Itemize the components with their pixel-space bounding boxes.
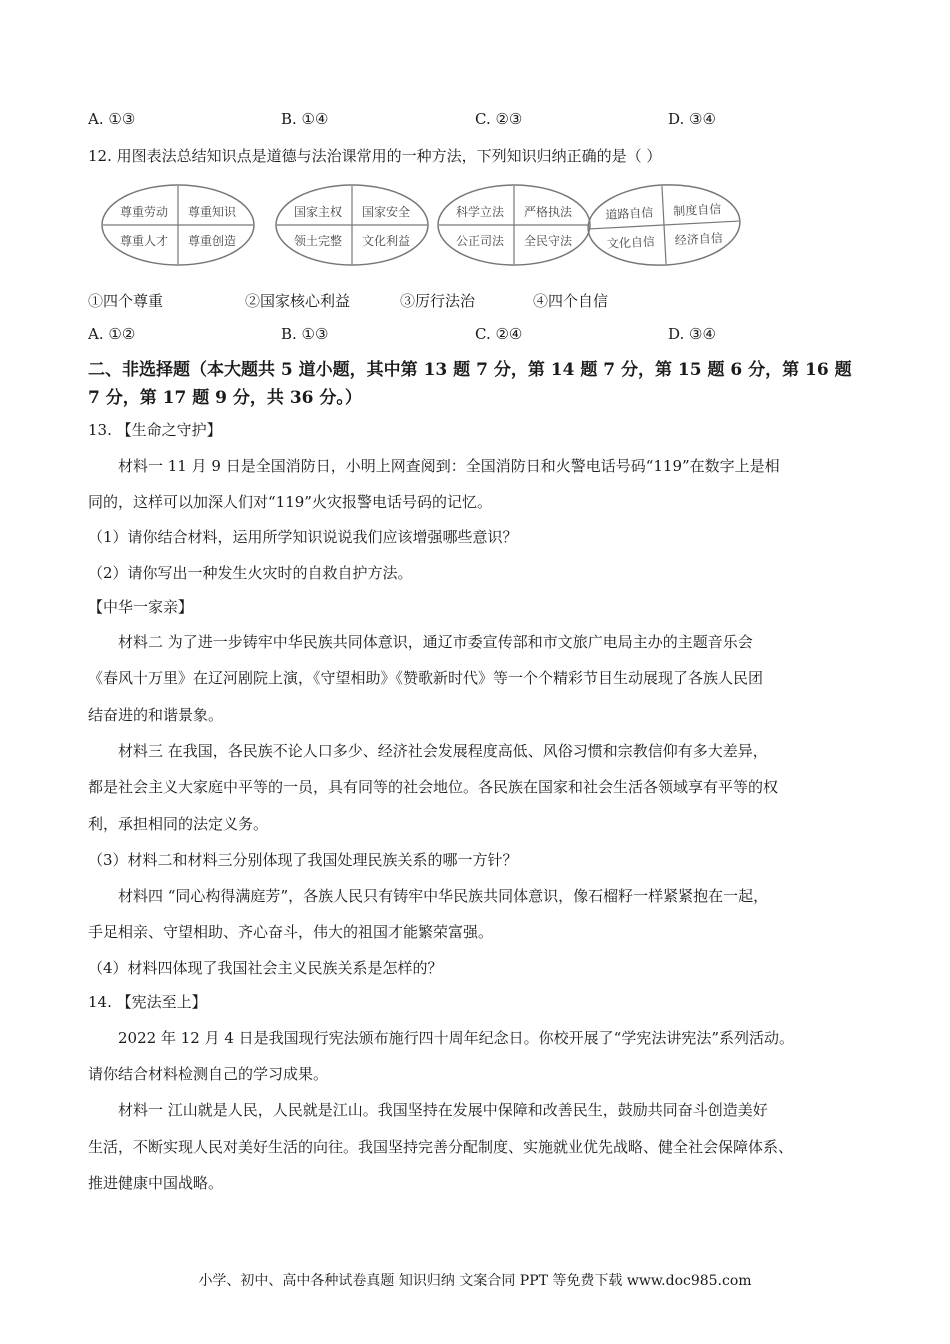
q11-options: [88, 110, 848, 130]
section-heading: 二、非选择题（本大题共 5 道小题，其中第 13 题 7 分，第 14 题 7 分，第 15 题 6 分，第 16 题: [88, 360, 852, 380]
q12-stem: 12. 用图表法总结知识点是道德与法治课常用的一种方法，下列知识归纳正确的是（ ）: [88, 147, 662, 165]
material-text: 结奋进的和谐景象。: [88, 706, 224, 724]
oval-cell: 尊重创造: [187, 234, 237, 248]
option-a: A. ①③: [88, 110, 136, 128]
oval-cell: 严格执法: [523, 205, 573, 219]
oval-cell: 领土完整: [293, 234, 343, 248]
material-text: 生活，不断实现人民对美好生活的向往。我国坚持完善分配制度、实施就业优先战略、健全社会保障体系、: [88, 1138, 794, 1156]
material-text: 都是社会主义大家庭中平等的一员，具有同等的社会地位。各民族在国家和社会生活各领域享有平等的权: [88, 778, 779, 796]
subsection-title: 【中华一家亲】: [88, 598, 194, 616]
material-text: 手足相亲、守望相助、齐心奋斗，伟大的祖国才能繁荣富强。: [88, 923, 494, 941]
label-4: ④四个自信: [533, 292, 609, 310]
material-text: 材料四 “同心构得满庭芳”，各族人民只有铸牢中华民族共同体意识，像石榴籽一样紧紧抱在一起，: [118, 887, 769, 905]
material-text: 材料二 为了进一步铸牢中华民族共同体意识，通辽市委宣传部和市文旅广电局主办的主题音乐会: [118, 633, 753, 651]
oval-cell: 文化自信: [606, 234, 656, 252]
option-c: C. ②④: [475, 325, 523, 343]
option-d: D. ③④: [668, 110, 716, 128]
material-text: 推进健康中国战略。: [88, 1174, 224, 1192]
oval-national-interests: [276, 185, 428, 265]
page-footer: 小学、初中、高中各种试卷真题 知识归纳 文案合同 PPT 等免费下载 www.doc985.com: [198, 1273, 752, 1289]
oval-cell: 公正司法: [455, 234, 505, 248]
question-text: （3）材料二和材料三分别体现了我国处理民族关系的哪一方针？: [88, 851, 518, 869]
material-text: 材料一 11 月 9 日是全国消防日，小明上网查阅到：全国消防日和火警电话号码“119”在数字上是相: [118, 457, 780, 475]
question-text: （2）请你写出一种发生火灾时的自救自护方法。: [88, 564, 413, 582]
oval-four-confidences: [586, 183, 742, 269]
material-text: 同的，这样可以加深人们对“119”火灾报警电话号码的记忆。: [88, 493, 492, 511]
oval-cell: 国家主权: [293, 205, 343, 219]
q12-oval-diagram: [100, 183, 780, 273]
oval-cell: 尊重人才: [119, 234, 169, 248]
oval-cell: 尊重劳动: [119, 205, 169, 219]
option-c: C. ②③: [475, 110, 523, 128]
question-text: （1）请你结合材料，运用所学知识说说我们应该增强哪些意识？: [88, 528, 518, 546]
oval-cell: 全民守法: [523, 234, 573, 248]
oval-cell: 国家安全: [361, 205, 411, 219]
material-text: 材料一 江山就是人民，人民就是江山。我国坚持在发展中保障和改善民生，鼓励共同奋斗创造美好: [118, 1101, 768, 1119]
q12-labels: [88, 290, 848, 310]
material-text: 材料三 在我国，各民族不论人口多少、经济社会发展程度高低、风俗习惯和宗教信仰有多大差异，: [118, 742, 768, 760]
q14-title: 14. 【宪法至上】: [88, 993, 207, 1011]
q12-options: [88, 325, 848, 345]
oval-cell: 道路自信: [605, 205, 654, 223]
option-b: B. ①④: [281, 110, 329, 128]
option-a: A. ①②: [88, 325, 136, 343]
material-text: 《春风十万里》在辽河剧院上演，《守望相助》《赞歌新时代》等一个个精彩节目生动展现了各族人民团: [88, 669, 764, 687]
material-text: 请你结合材料检测自己的学习成果。: [88, 1065, 329, 1083]
label-2: ②国家核心利益: [245, 292, 351, 310]
option-b: B. ①③: [281, 325, 329, 343]
material-text: 利，承担相同的法定义务。: [88, 815, 269, 833]
oval-cell: 尊重知识: [187, 205, 237, 219]
option-d: D. ③④: [668, 325, 716, 343]
label-1: ①四个尊重: [88, 292, 164, 310]
material-text: 2022 年 12 月 4 日是我国现行宪法颁布施行四十周年纪念日。你校开展了“学宪法讲宪法”系列活动。: [118, 1029, 794, 1047]
oval-rule-of-law: [438, 185, 590, 265]
oval-cell: 文化利益: [361, 234, 411, 248]
label-3: ③厉行法治: [400, 292, 476, 310]
q13-title: 13. 【生命之守护】: [88, 421, 222, 439]
oval-four-respects: [102, 185, 254, 265]
oval-cell: 制度自信: [672, 201, 722, 219]
section-heading-cont: 7 分，第 17 题 9 分，共 36 分。）: [88, 388, 362, 408]
oval-cell: 科学立法: [455, 205, 505, 219]
oval-cell: 经济自信: [674, 230, 724, 248]
question-text: （4）材料四体现了我国社会主义民族关系是怎样的？: [88, 959, 443, 977]
